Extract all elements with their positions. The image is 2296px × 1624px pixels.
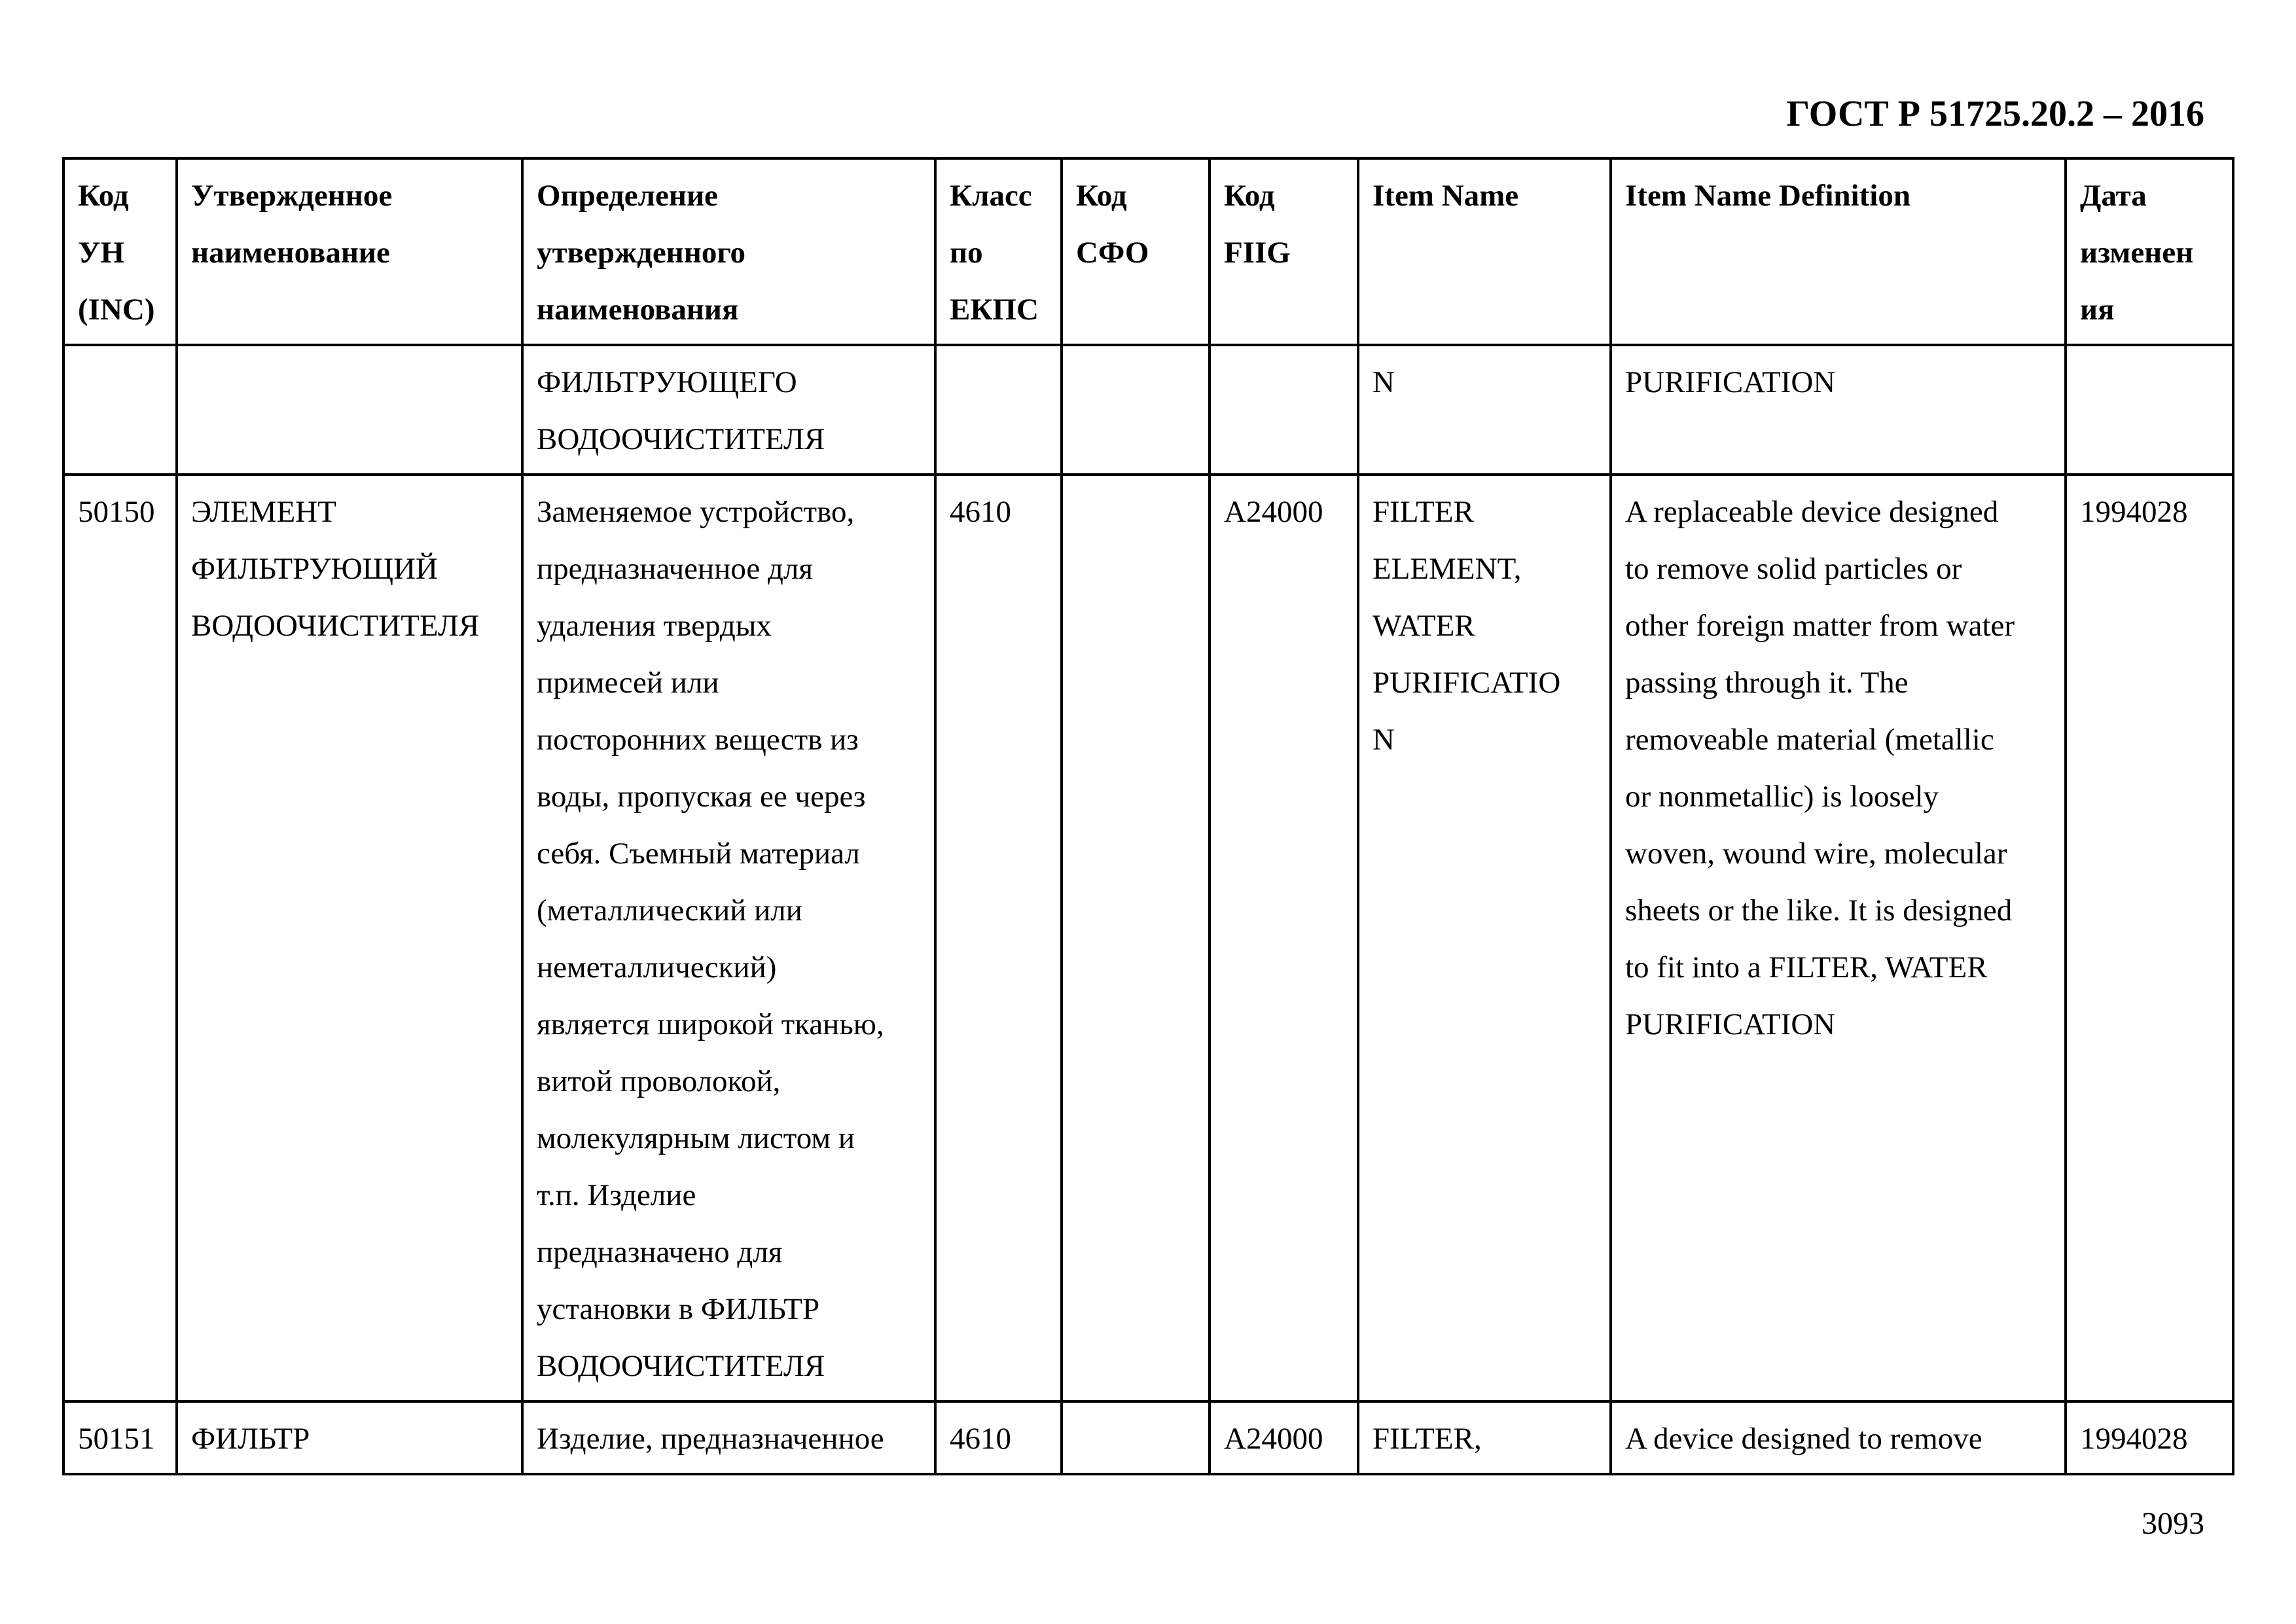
header-approved-name: Утвержденное наименование	[177, 158, 522, 345]
table-row	[63, 475, 2233, 1401]
header-sfo: Код СФО	[1062, 158, 1210, 345]
cell-approved-name	[177, 345, 522, 475]
table-row	[63, 1401, 2233, 1474]
cell-change-date	[2066, 345, 2233, 475]
cell-sfo	[1062, 1401, 1210, 1474]
header-item-name: Item Name	[1358, 158, 1611, 345]
cell-change-date: 1994028	[2066, 1401, 2233, 1474]
cell-item-name: FILTER ELEMENT, WATER PURIFICATIO N	[1358, 475, 1611, 1401]
cell-inc	[63, 345, 177, 475]
header-item-name-definition: Item Name Definition	[1611, 158, 2066, 345]
cell-approved-name: ФИЛЬТР	[177, 1401, 522, 1474]
cell-item-name: N	[1358, 345, 1611, 475]
cell-class	[935, 345, 1062, 475]
cell-definition: ФИЛЬТРУЮЩЕГО ВОДООЧИСТИТЕЛЯ	[522, 345, 935, 475]
cell-definition: Заменяемое устройство, предназначенное для удаления твердых примесей или посторонних веществ из воды, пропуская ее через себя. Съемный материал (металлический или неметаллический) является широкой тканью, витой проволокой, молекулярным листом и т.п. Изделие предназначено для установки в ФИЛЬТР ВОДООЧИСТИТЕЛЯ	[522, 475, 935, 1401]
cell-item-name-definition: A device designed to remove	[1611, 1401, 2066, 1474]
document-standard-title: ГОСТ Р 51725.20.2 – 2016	[1786, 94, 2204, 134]
table-row	[63, 345, 2233, 475]
cell-inc: 50151	[63, 1401, 177, 1474]
header-class: Класс по ЕКПС	[935, 158, 1062, 345]
cell-item-name: FILTER,	[1358, 1401, 1611, 1474]
header-fiig: Код FIIG	[1210, 158, 1358, 345]
cell-fiig: A24000	[1210, 475, 1358, 1401]
cell-class: 4610	[935, 475, 1062, 1401]
table-header-row	[63, 158, 2233, 345]
cell-sfo	[1062, 345, 1210, 475]
cell-item-name-definition: PURIFICATION	[1611, 345, 2066, 475]
cell-fiig	[1210, 345, 1358, 475]
cell-change-date: 1994028	[2066, 475, 2233, 1401]
page-number: 3093	[2142, 1506, 2204, 1541]
header-inc: Код УН (INC)	[63, 158, 177, 345]
cell-fiig: A24000	[1210, 1401, 1358, 1474]
header-definition: Определение утвержденного наименования	[522, 158, 935, 345]
catalog-table	[62, 157, 2234, 1475]
cell-item-name-definition: A replaceable device designed to remove solid particles or other foreign matter from water passing through it. The removeable material (metallic or nonmetallic) is loosely woven, wound wire, molecular sheets or the like. It is designed to fit into a FILTER, WATER PURIFICATION	[1611, 475, 2066, 1401]
cell-definition: Изделие, предназначенное	[522, 1401, 935, 1474]
header-change-date: Дата изменен ия	[2066, 158, 2233, 345]
cell-inc: 50150	[63, 475, 177, 1401]
cell-class: 4610	[935, 1401, 1062, 1474]
cell-approved-name: ЭЛЕМЕНТ ФИЛЬТРУЮЩИЙ ВОДООЧИСТИТЕЛЯ	[177, 475, 522, 1401]
cell-sfo	[1062, 475, 1210, 1401]
